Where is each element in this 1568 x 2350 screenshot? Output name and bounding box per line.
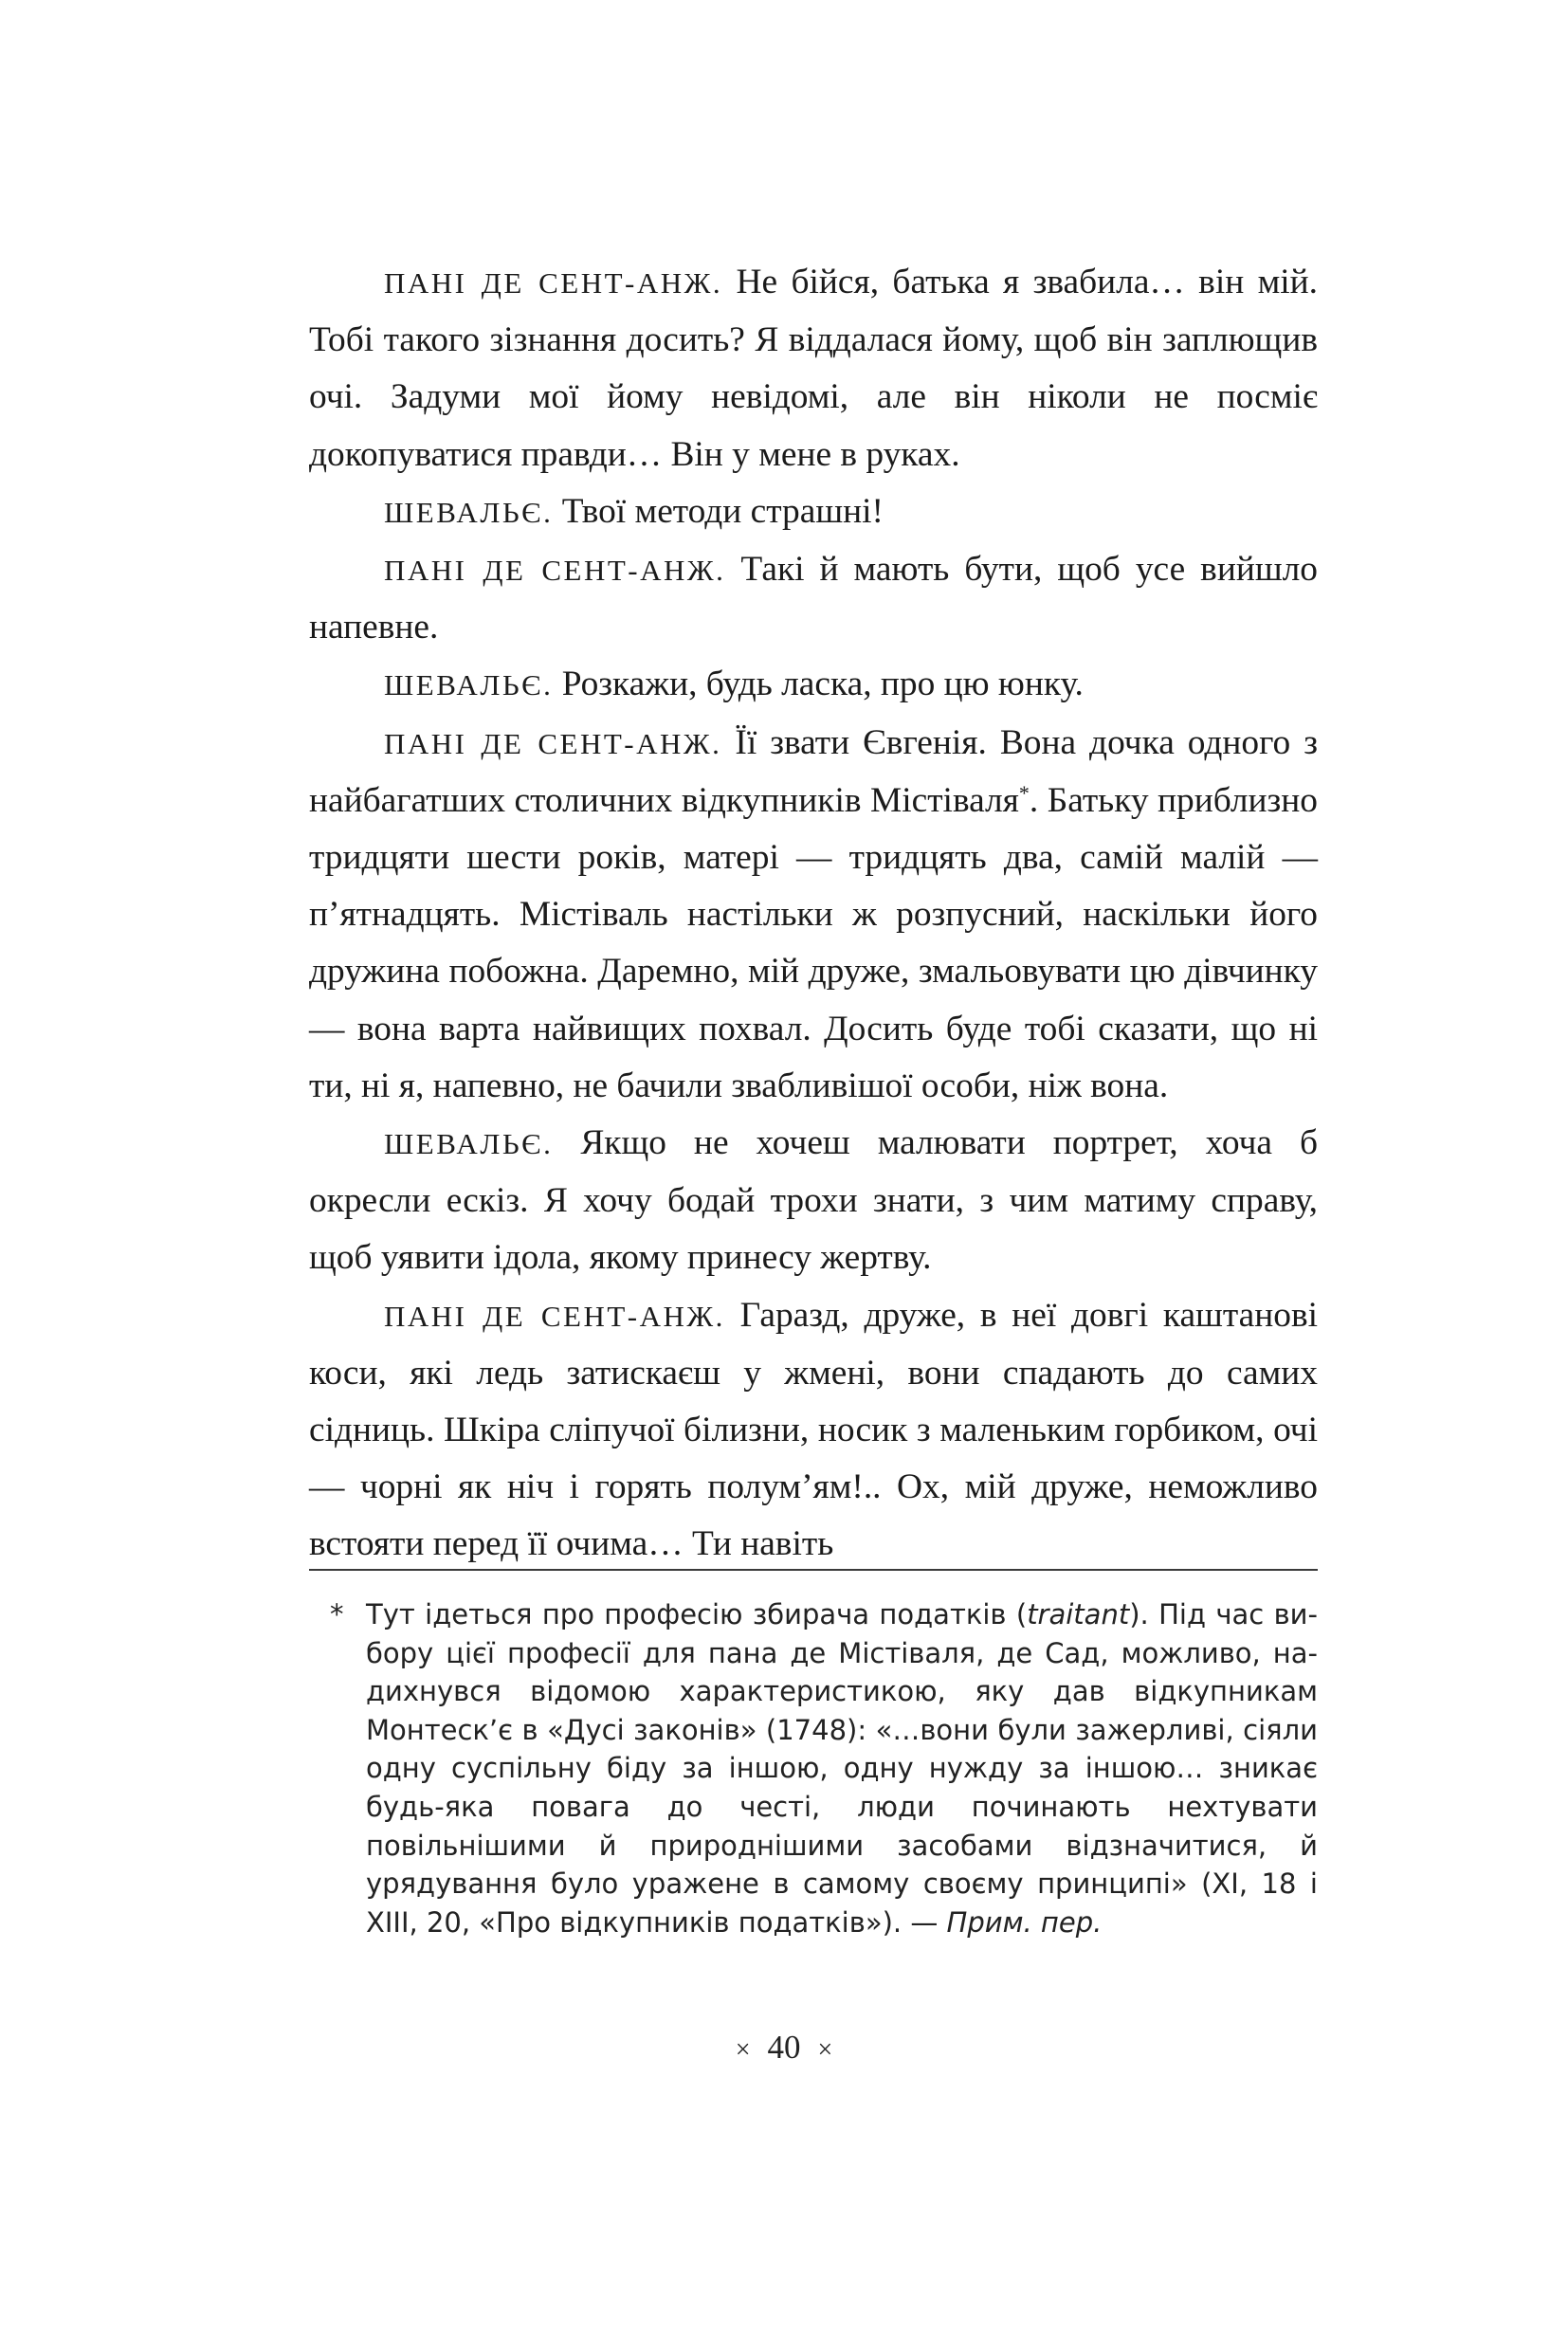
dialogue-paragraph-6 [309,1115,1318,1287]
dialogue-paragraph-5 [309,715,1318,1115]
footnote-marker: * [330,1598,344,1630]
speaker-name: ШЕВАЛЬЄ. [384,495,554,529]
footnote [309,1595,1318,1941]
translator-note-label: Прим. пер. [946,1905,1103,1939]
dialogue-text: Гаразд, друже, в неї довгі каштанові коси, які ледь затискаєш у жмені, вони спадають до самих сідниць. Шкіра сліпучої білизни, носик з маленьким горбиком, очі — чорні як ніч і горять полум’ям!.. Ох, мій друже, неможливо встояти перед її очима… Ти навіть [309,1295,1318,1564]
dialogue-paragraph-7 [309,1287,1318,1574]
speaker-name: ШЕВАЛЬЄ. [384,668,554,702]
footnote-term: traitant [1027,1598,1130,1630]
dialogue-text: Якщо не хочеш малювати портрет, хоча б окресли ескіз. Я хочу бодай трохи знати, з чим матиму справу, щоб уявити ідола, якому принесу жертву. [309,1123,1318,1278]
dialogue-text: Твої методи страшні! [553,491,884,531]
speaker-name: ПАНІ ДЕ СЕНТ-АНЖ. [384,726,722,760]
ornament-left: × [735,2035,751,2065]
dialogue-text: Розкажи, будь ласка, про цю юнку. [553,665,1084,704]
page-number-footer [0,2029,1568,2067]
footnote-reference[interactable]: * [1018,780,1030,805]
speaker-name: ПАНІ ДЕ СЕНТ-АНЖ. [384,266,723,300]
dialogue-text: Її звати Євгенія. Вона дочка одного з найбагатших столичних відкупників Містіваля [309,722,1318,820]
ornament-right: × [817,2035,833,2065]
speaker-name: ШЕВАЛЬЄ. [384,1127,554,1161]
footnote-divider [309,1569,1318,1571]
speaker-name: ПАНІ ДЕ СЕНТ-АНЖ. [384,1299,725,1333]
main-text [309,254,1318,1574]
footnote-text-continued: ). Під час вибору цієї професії для пана де Містіваля, де Сад, можливо, надихнувся відомою характеристикою, яку дав відкупникам Монтеск’є в «Дусі законів» (1748): «…вони були зажерливі, сіяли одну суспільну біду за іншою, одну нужду за іншою… зникає будь-яка повага до честі, люди починають нехтувати повільнішими й природнішими засобами відзначитися, й урядування було уражене в самому своєму принципі» (XI, 18 і XIII, 20, «Про відкупників податків»). — [366,1598,1318,1939]
page-number: 40 [767,2029,801,2066]
footnote-text: Тут ідеться про професію збирача податків ( [366,1598,1028,1630]
footnote-body [366,1595,1318,1941]
dialogue-text: Не бійся, батька я звабила… він мій. Тобі такого зізнання досить? Я віддалася йому, щоб він заплющив очі. Задуми мої йому невідомі, але він ніколи не посміє докопуватися правди… Він у мене в руках. [309,263,1318,474]
dialogue-paragraph-1 [309,254,1318,483]
dialogue-paragraph-2 [309,483,1318,541]
dialogue-paragraph-3 [309,541,1318,656]
speaker-name: ПАНІ ДЕ СЕНТ-АНЖ. [384,554,726,588]
dialogue-text-continued: . Батьку приблизно тридцяти шести років, матері — тридцять два, самій малій — п’ятнадцять. Містіваль настільки ж розпусний, наскільки його дружина побожна. Даремно, мій друже, змальовувати цю дівчинку — вона варта найвищих похвал. Досить буде тобі сказати, що ні ти, ні я, напевно, не бачили звабливішої особи, ніж вона. [309,780,1318,1105]
dialogue-text: Такі й мають бути, щоб усе вийшло напевне. [309,550,1318,647]
dialogue-paragraph-4 [309,656,1318,714]
